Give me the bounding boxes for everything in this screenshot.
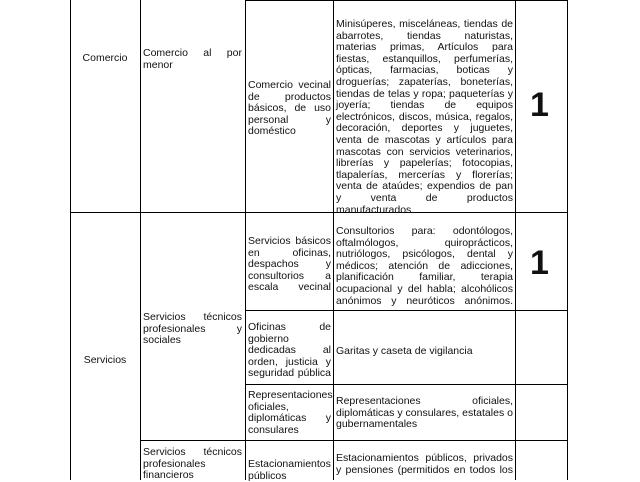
detail-representaciones: Representaciones oficiales, diplomáticas y consulares, estatales o gubernamentales bbox=[336, 395, 513, 431]
use-representaciones: Representaciones oficiales, diplomáticas y consulares bbox=[248, 389, 333, 436]
subcategory-comercio-al-por-menor: Comercio al por menor bbox=[143, 47, 242, 71]
subcategory-servicios-tecnicos: Servicios técnicos profesionales y sociales bbox=[143, 311, 242, 347]
subcategory-servicios-financieros: Servicios técnicos profesionales financieros bbox=[143, 446, 242, 482]
detail-comercio-vecinal: Minisúperes, misceláneas, tiendas de abarrotes, tiendas naturistas, materias primas, Artículos para fiestas, estanquillos, perfumerías, ópticas, farmacias, boticas y droguerías; zapaterías, boneterías, tiendas de telas y ropa; paqueterías y joyería; tiendas de equipos electrónicos, discos, música, regalos, decoración, deportes y juguetes, venta de mascotas y artículos para mascotas con servicios veterinarios, librerías y papelerías; fotocopias, tlapalerías, mercerías y florerías; venta de ataúdes; expendios de pan y venta de productos manufacturados. bbox=[336, 18, 513, 216]
use-servicios-basicos: Servicios básicos en oficinas, despachos y consultorios a escala vecinal bbox=[248, 235, 331, 294]
column-divider bbox=[140, 0, 141, 480]
category-comercio: Comercio bbox=[82, 52, 128, 64]
column-divider bbox=[515, 0, 516, 480]
detail-garitas: Garitas y caseta de vigilancia bbox=[336, 345, 473, 357]
level-comercio: 1 bbox=[530, 86, 549, 124]
row-divider bbox=[245, 0, 568, 1]
use-estacionamientos: Estacionamientos públicos bbox=[248, 458, 331, 482]
use-oficinas-gobierno: Oficinas de gobierno dedicadas al orden, justicia y seguridad pública bbox=[248, 321, 331, 380]
row-divider bbox=[140, 440, 568, 441]
table-border-right bbox=[567, 0, 568, 480]
level-servicios-basicos: 1 bbox=[530, 244, 549, 282]
column-divider bbox=[245, 0, 246, 480]
detail-consultorios: Consultorios para: odontólogos, oftalmólogos, quiroprácticos, nutriólogos, psicólogos, dental y médicos; atención de adicciones, planificación familiar, terapia ocupacional y del habla; alcohólicos anónimos y neuróticos anónimos. bbox=[336, 225, 513, 307]
use-comercio-vecinal: Comercio vecinal de productos básicos, de uso personal y doméstico bbox=[248, 79, 331, 138]
table-border-left bbox=[70, 0, 71, 480]
column-divider bbox=[333, 0, 334, 480]
row-divider bbox=[245, 384, 568, 385]
row-divider bbox=[245, 310, 568, 311]
detail-estacionamientos: Estacionamientos públicos, privados y pensiones (permitidos en todos los bbox=[336, 452, 513, 476]
category-servicios: Servicios bbox=[83, 354, 127, 366]
